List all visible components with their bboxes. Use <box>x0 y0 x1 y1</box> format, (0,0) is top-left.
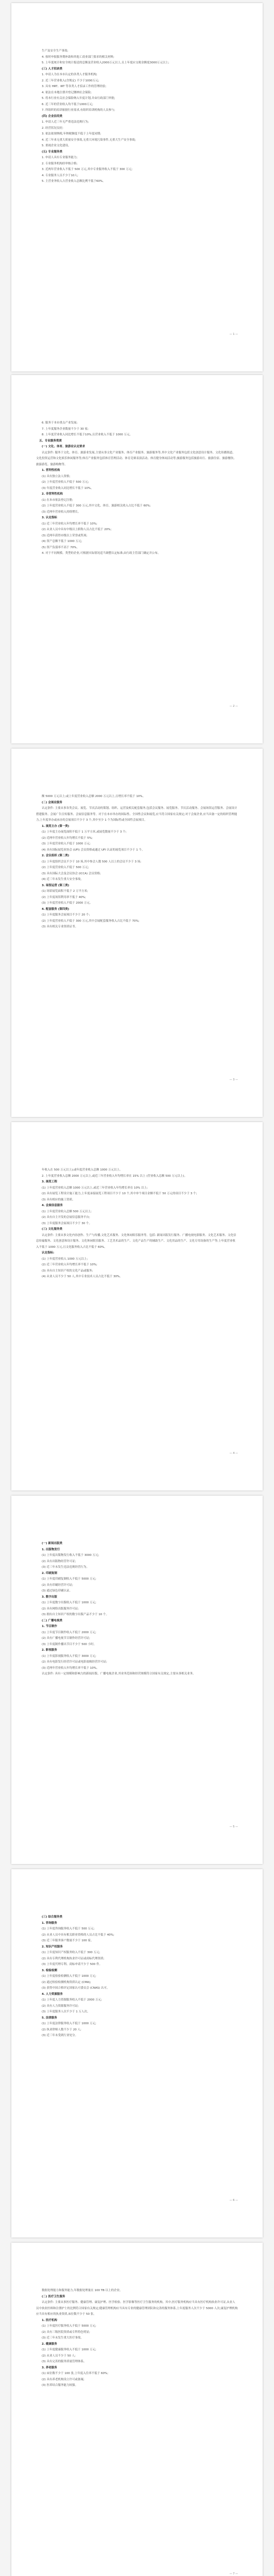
body-paragraph: (1) 上年度医疗服务收入不低于 5000 万元; <box>42 2325 96 2328</box>
subsection-heading: 1. 展览主办 (第一类) <box>42 824 70 828</box>
page-number: — 5 — <box>229 1825 238 1828</box>
body-paragraph: 4. 依法在本地注册并登记缴纳社会保险; <box>42 91 92 94</box>
body-paragraph: 4. 按时申报服务期补助和其他工商业部门要求的相关材料; <box>42 55 114 59</box>
body-paragraph: (2) 具有广播电视节目制作经营许可证; <box>42 1637 90 1640</box>
subsection-heading: 2. 非营利性机构 <box>42 493 63 496</box>
subsection-heading: (二) 广播电视类 <box>42 1619 62 1622</box>
page-number: — 2 — <box>229 705 238 708</box>
body-paragraph: 5. 将本行业有关社会保险纳入年度计划,并由行政部门审批; <box>42 97 115 100</box>
body-paragraph: 5. 主营业务收入占营业收入总额比例不低于60%。 <box>42 180 106 183</box>
body-paragraph: 2. 专业服务机构经审核合格; <box>42 162 78 165</box>
body-paragraph: (3) 上年度服务会展项目不少于 30 个。 <box>42 1222 92 1225</box>
body-paragraph: (3) 近两年营业收入持续增长。 <box>42 510 81 514</box>
body-paragraph: (4) 从业人员不少于 50 人,其中专业技术人员占比不低于 30%。 <box>42 1275 123 1278</box>
body-paragraph: (2) 近三年营业收入年均增长率不低于 10%; <box>42 1263 97 1266</box>
subsection-heading: 3. 场馆运营 (第三类) <box>42 884 70 887</box>
body-paragraph: (1) 上年度营业收入 1000 万元以上; <box>42 1257 88 1261</box>
body-paragraph: (1) 上年度节目制作收入不低于 2000 万元; <box>42 1631 96 1634</box>
body-paragraph: (1) 上年度出版物发行收入不低于 3000 万元; <box>42 1554 99 1557</box>
body-paragraph: (1) 上年度法律服务收入不低于 1000 万元; <box>42 2022 96 2025</box>
body-paragraph: (3) 上年度营业收入不低于 2000 万元。 <box>42 902 93 905</box>
body-paragraph: (1) 床位数不少于 100 张,上年度入住率不低于 60%; <box>42 2372 109 2375</box>
document-page <box>11 3 263 371</box>
page-body-text <box>36 48 238 185</box>
subsection-heading: (三) 文化服务类 <box>42 1228 62 1231</box>
subsection-heading: (四) 企业信用类 <box>42 114 62 118</box>
body-paragraph: 6. 服务于本市重点产业发展; <box>42 421 78 425</box>
body-paragraph: 认定条件: 主要从事文化内容创作、生产与传播,文化艺术服务、文化休闲娱乐服务等。包括: 新闻出版发行服务、广播电视电影服务、文化艺术服务、文化信息传输服务、文化创意和设计服务、文化休闲娱乐服务、工艺美术品的生产、文化产品生产的辅助生产、文化用品的生产、文化专用设备的生产等;上年度营业收入不低于 1000 万元,且文化服务收入占比不低于 60%。 <box>36 1233 236 1249</box>
page-number: — 7 — <box>229 2572 238 2575</box>
body-paragraph: 7. 上年度服务企业数量不少于 30 家; <box>42 427 89 431</box>
subsection-heading: (一) 新闻出版类 <box>42 1542 62 1545</box>
body-paragraph: (1) 上年度印刷复制收入不低于 5000 万元; <box>42 1578 96 1581</box>
body-paragraph: (3) 具有完善的服务质量管理体系。 <box>42 2360 87 2363</box>
body-paragraph: (4) 资产总额不低于 1000 万元; <box>42 540 82 543</box>
body-paragraph: (3) 近三年未受到行业处分。 <box>42 2034 78 2037</box>
body-paragraph: (2) 上年度营业收入不低于 300 万元,其中会展配套服务收入占比不低于 70%; <box>42 919 140 923</box>
body-paragraph: 7. 所组织的培训依据行业需求,有组织培训机构的人员参与; <box>42 109 115 112</box>
body-paragraph: (3) 上年度营业收入不低于 1000 万元; <box>42 842 91 845</box>
body-paragraph: (2) 从业人员不少于 50 人; <box>42 2354 76 2358</box>
body-paragraph: 数据处理能力和服务能力,年数据处理量在 100 TB 以上的企业。 <box>42 2289 123 2292</box>
body-paragraph: 1. 申请人为在本市认定的各类人才服务机构; <box>42 73 97 76</box>
body-paragraph: (1) 近三年营业收入年均增长率不低于 10%; <box>42 522 97 526</box>
subsection-heading: 2. 知识产权服务 <box>42 1945 63 1948</box>
body-paragraph: (3) 具有自主知识产权的文化产品或服务; <box>42 1269 93 1273</box>
subsection-heading: 1. 医疗机构 <box>42 2318 57 2322</box>
subsection-heading: (二) 会展业服务 <box>42 801 62 804</box>
subsection-heading: 3. 认定指标 <box>42 516 57 519</box>
body-paragraph: (1) 上年度健康服务收入不低于 1000 万元; <box>42 2348 96 2351</box>
body-paragraph: (2) 从业人员中具有相关职业资格的人员占比不低于 40%; <box>42 1933 114 1937</box>
body-paragraph: (3) 具有国际大会及会议协会 (ICCA) 会员资格; <box>42 872 101 875</box>
body-paragraph: 认定条件: 服务于文化、体育、旅游业发展,主要从事文化产业服务、体育产业服务、旅游服务等,其中文化产业服务包括文化创意设计服务、文化传播渠道、文化投资运营和文化娱乐休闲服务等;体育产业服务包括体育管理活动、体育竞赛表演活动、体育健身休闲活动等;旅游服务包括旅游出行、旅游住宿、旅游餐饮、旅游游览、旅游购物等。 <box>36 451 236 466</box>
body-paragraph: (3) 近三年服务客户数量不少于 100 家。 <box>42 1939 94 1942</box>
body-paragraph: (1) 上年度主办展览面积不低于 1 万平方米,或展览数量不少于 3 个; <box>42 831 127 834</box>
body-paragraph: 2. 经营状况良好; <box>42 126 63 130</box>
body-paragraph: (1) 场馆展览面积不低于 2 万平方米; <box>42 890 88 893</box>
body-paragraph: (3) 拥有自主知识产权的数字出版产品不少于 10 个。 <box>42 1613 109 1616</box>
subsection-heading: 3. 展览工程 <box>42 1180 57 1183</box>
page-number: — 6 — <box>229 2199 238 2202</box>
body-paragraph: 3. 具有 HRT、IRT 等各类人才招录工作的管理经验; <box>42 85 107 88</box>
body-paragraph: (3) 获得中国合格评定国家认可委员会 (CNAS) 认可。 <box>42 1987 110 1990</box>
body-paragraph: (3) 具有相关专业资质证书。 <box>42 925 78 928</box>
subsection-heading: 4. 会展信息服务 <box>42 1204 63 1207</box>
subsection-heading: 2. 健康服务 <box>42 2342 57 2346</box>
section-heading: 五、专业服务资质 <box>39 439 62 443</box>
body-paragraph: 2. 上年度营业收入总额 2000 万元以上,或近三年营业收入年均增长率在 15% 以上 (营业收入总额 500 万元以上)。 <box>42 1174 187 1178</box>
subsection-heading: 1. 节目制作 <box>42 1625 57 1628</box>
body-paragraph: (3) 近三年未发生重大医疗事故。 <box>42 2336 84 2340</box>
body-paragraph: (3) 近三年未发生违法违规经营行为。 <box>42 1566 90 1569</box>
body-paragraph: (2) 上年度营业收入不低于 500 万元; <box>42 866 89 869</box>
body-paragraph: (2) 近两年营业收入年均增长不低于 5%; <box>42 836 93 840</box>
page-body-text <box>36 794 238 930</box>
body-paragraph: (2) 具有三级医院资质或专科特色明显; <box>42 2330 90 2334</box>
body-paragraph: (2) 具有养老机构设立许可或备案; <box>42 2378 84 2381</box>
subsection-heading: 认定指标: <box>42 1251 55 1255</box>
body-paragraph: (2) 具有出版物经营许可证; <box>42 1560 76 1563</box>
subsection-heading: 1. 营利性机构 <box>42 469 60 472</box>
body-paragraph: (2) 上年度场馆利用率不低于 40%; <box>42 895 86 899</box>
body-paragraph: (1) 上年度组织会议不少于 10 场,其中参会人数 500 人以上的会议不少于 3 场; <box>42 860 142 863</box>
body-paragraph: (2) 通过检验检测机构资质认定 (CMA); <box>42 1980 91 1984</box>
body-paragraph: (1) 上年度服务会展项目不少于 20 个; <box>42 913 90 917</box>
body-paragraph: (3) 近两年获得市级以上荣誉或奖项; <box>42 534 88 537</box>
body-paragraph: 4. 专业服务人员不少于10人; <box>42 174 78 177</box>
subsection-heading: 2. 影视服务 <box>42 1649 57 1652</box>
document-page <box>11 375 263 743</box>
body-paragraph: 4. 对于不同规模、类型的企业,可根据实际情况适当调整认定标准,由行政主管部门确定并公布。 <box>42 552 161 555</box>
page-body-text <box>36 1914 238 2039</box>
body-paragraph: (3) 通过绿色印刷认证。 <box>42 1589 73 1592</box>
body-paragraph: (1) 上年度数字出版收入不低于 1000 万元; <box>42 1601 96 1604</box>
body-paragraph: (2) 具有专利代理机构执业许可证或商标代理资质; <box>42 1957 105 1960</box>
body-paragraph: 5. 重视企业文化建设。 <box>42 144 71 147</box>
body-paragraph: 3. 近两年营业收入不低于 500 万元,其中专业服务收入不低于 300 万元; <box>42 168 133 171</box>
body-paragraph: (2) 具有人力资源服务许可证; <box>42 2004 79 2008</box>
body-paragraph: (1) 上年度营业收入总额 1000 万元以上,或近三年营业收入年均增长率在 10% 以上; <box>42 1186 148 1190</box>
body-paragraph: 6. 近三年的营业收入均不低于1000万元; <box>42 103 93 106</box>
subsection-heading: (三) 综合服务类 <box>42 1916 62 1919</box>
body-paragraph: (2) 具有网络出版服务许可证; <box>42 1607 79 1611</box>
body-paragraph: (5) 资产负债率不高于 70%。 <box>42 546 80 549</box>
body-paragraph: (4) 具有国际展览业协会 (UFI) 会员资格或通过 UFI 认证的展览项目不少于 1 个。 <box>42 848 145 852</box>
body-paragraph: (1) 上年度知识产权服务收入不低于 300 万元; <box>42 1951 100 1954</box>
body-paragraph: (2) 上年度营业收入不低于 300 万元,其中文化、体育、旅游相关收入占比不低于 60%; <box>42 504 151 507</box>
subsection-heading: 2. 印刷复制 <box>42 1571 57 1575</box>
subsection-heading: 2. 会议组织 (第二类) <box>42 854 70 857</box>
body-paragraph: (3) 近两年营业收入年均增长率不低于 10%。 <box>42 1666 99 1670</box>
subsection-heading: (一) 文化、体育、旅游业认定要求 <box>42 445 85 448</box>
body-paragraph: 3. 依法依规纳税,年纳税额度不低于上年度同期; <box>42 132 101 135</box>
subsection-heading: (三) 人才招录类 <box>42 67 62 71</box>
body-paragraph: 2. 近三年营业收入(含规定) 不少于1000万元; <box>42 79 99 82</box>
body-paragraph: (1) 上年度人力资源服务收入不低于 2000 万元; <box>42 1998 102 2002</box>
document-page <box>11 2243 263 2576</box>
body-paragraph: (3) 上年度代理专利、商标申请不少于 500 件。 <box>42 1963 102 1966</box>
document-page <box>11 1869 263 2238</box>
body-paragraph: 5. 上年度统计和安全统计报送的总额及营业收入2000万元以上,且上年度应交税金额度3000万元以上; <box>42 61 169 64</box>
body-paragraph: (1) 上年度影视服务收入不低于 3000 万元; <box>42 1654 96 1658</box>
body-paragraph: (1) 上年度检验检测收入不低于 1000 万元; <box>42 1975 96 1978</box>
subsection-heading: 3. 检验检测 <box>42 1969 57 1972</box>
body-paragraph: (2) 具有自主开发的会展信息服务平台; <box>42 1216 90 1219</box>
body-paragraph: 年收入在 500 万元以上);或年度营业收入总额 1000 万元以上。 <box>42 1168 123 1172</box>
page-body-text <box>36 2288 238 2389</box>
body-paragraph: 8. 上年度营业收入同比增长不低于10%,且营业收入不低于 1000 万元。 <box>42 433 132 436</box>
document-page <box>11 1122 263 1490</box>
document-page <box>11 1496 263 1864</box>
subsection-heading: 1. 咨询服务 <box>42 1921 57 1925</box>
body-paragraph: (3) 年度营业收入同比增长不低于 10%。 <box>42 486 94 490</box>
subsection-heading: 3. 养老服务 <box>42 2366 57 2369</box>
page-number: — 3 — <box>229 1078 238 1081</box>
subsection-heading: 1. 出版物发行 <box>42 1548 60 1551</box>
body-paragraph: 4. 近三年来无重大质量安全事故,无重大环境污染事件,无重大生产安全事故; <box>42 138 136 142</box>
page-body-text <box>36 1167 238 1280</box>
body-paragraph: 生产及安全生产事故; <box>42 49 68 53</box>
body-paragraph: (2) 具有印刷经营许可证; <box>42 1583 73 1587</box>
body-paragraph: 1. 申请人近三年无严重违法违规行为; <box>42 121 89 124</box>
page-number: — 1 — <box>229 333 238 336</box>
subsection-heading: 5. 法律服务 <box>42 2016 57 2020</box>
body-paragraph: 认定条件: 主要从事医疗服务、健康管理、康复护理、医学检验、医学影像等医疗卫生服务的机构。其中,医疗服务机构应当具有医疗机构执业许可证,从业人员中执业医师和注册护士的比例符合国家有关规定;健康管理机构应当具有专业的健康管理团队和完善的服务体系,上年度服务人次不少于 5000 人次;康复护理机构应当具有相应的执业资质,床位数不少于 50 张。 <box>36 2301 238 2316</box>
body-paragraph: (1) 上年度营业收入总额 500 万元以上; <box>42 1210 92 1213</box>
body-paragraph: (2) 具有电影发行经营许可证或电影放映经营许可证; <box>42 1660 107 1664</box>
body-paragraph: 额 5000 万元以上;或上年度营业收入总额 2000 万元以上,且增长率不低于 10%。 <box>42 795 146 798</box>
body-paragraph: (1) 在本市依法登记注册; <box>42 498 73 502</box>
body-paragraph: 1. 申请人具有专业服务能力; <box>42 156 78 159</box>
body-paragraph: (1) 上年度咨询服务收入不低于 500 万元; <box>42 1927 95 1930</box>
page-number: — 4 — <box>229 1452 238 1455</box>
body-paragraph: (2) 从业人员中具有中级以上职称人员占比不低于 20%; <box>42 528 112 531</box>
body-paragraph: (1) 具有独立法人资格; <box>42 474 71 478</box>
subsection-heading: 4. 配套服务 (第四类) <box>42 907 70 911</box>
body-paragraph: (2) 具有展览工程设计施工能力,上年度承接展览工程项目不少于 10 个,其中单个项目金额不低于 50 万元的项目不少于 3 个; <box>42 1192 197 1195</box>
body-paragraph: (2) 执业律师人数不少于 20 人; <box>42 2028 81 2031</box>
page-body-text <box>36 420 238 557</box>
page-body-text <box>36 1541 238 1677</box>
body-paragraph: 认定条件: 主要从事各类会议、展览、节庆活动的策划、组织、运营及相关配套服务,包括会议服务、展览服务、节庆活动服务、会展场馆运营服务、会展设计搭建服务、会展广告宣传服务、会展信息服务等。对于在本市举办的国际性、全国性会议和展览,应当符合国家有关规定;对于会展企业,应当具备一定的组织管理能力,上年度举办或承办的会展项目不少于 3 个,其中至少 1 个为国际性或全国性会展项目。 <box>36 807 237 822</box>
body-paragraph: (3) 上年度服务人次不少于 1 万人次。 <box>42 2010 90 2013</box>
body-paragraph: 认定条件: 具有一定规模和影响力的新闻出版、广播电视企业,其业务范围和经营规模符合国家有关规定,主要从事相关业务。 <box>42 1672 196 1675</box>
subsection-heading: 3. 数字出版 <box>42 1595 57 1599</box>
body-paragraph: (3) 医养结合服务能力较强。 <box>42 2384 78 2387</box>
subsection-heading: 4. 人力资源服务 <box>42 1992 63 1996</box>
subsection-heading: (二) 医疗卫生服务 <box>42 2295 65 2298</box>
body-paragraph: (2) 上年度营业收入不低于 500 万元; <box>42 481 89 484</box>
body-paragraph: (3) 上年度制作播出节目不少于 500 小时。 <box>42 1642 97 1646</box>
document-page <box>11 749 263 1117</box>
body-paragraph: (4) 近三年未发生重大安全事故。 <box>42 878 84 881</box>
body-paragraph: (3) 具有相应的施工资质。 <box>42 1198 75 1201</box>
subsection-heading: (五) 专业服务类 <box>42 150 62 154</box>
